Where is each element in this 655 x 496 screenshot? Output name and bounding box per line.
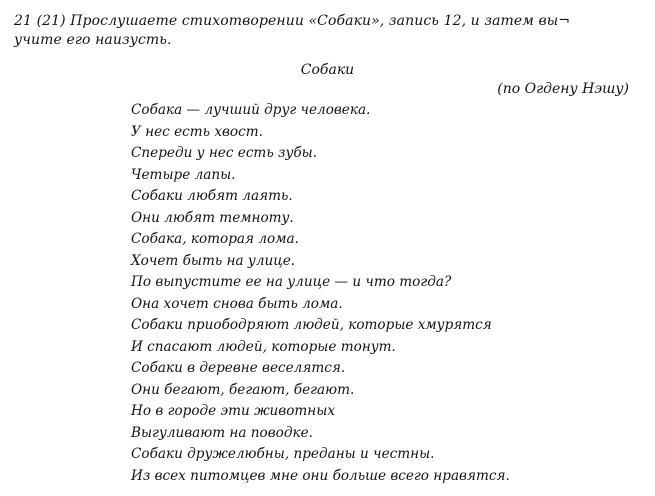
task-instruction-line-1: 21 (21) Прослушаете стихотворении «Собаки», запись 12, и затем вы¬ (14, 13, 571, 29)
poem-line: Собака, которая лома. (131, 231, 299, 247)
poem-line: Собаки дружелюбны, преданы и честны. (131, 446, 435, 462)
poem-body (131, 100, 510, 487)
poem-line: Хочет быть на улице. (131, 252, 296, 269)
poem-line: Собаки любят лаять. (131, 188, 293, 204)
task-instruction-line-2: учите его наизусть. (14, 32, 172, 48)
poem-title: Собаки (300, 62, 355, 78)
poem-line: По выпустите ее на улице — и что тогда? (131, 274, 452, 290)
poem-line: Выгуливают на поводке. (131, 424, 313, 441)
poem-line: Но в городе эти животных (131, 403, 335, 419)
poem-line: Собака — лучший друг человека. (131, 102, 371, 118)
poem-line: У нес есть хвост. (131, 123, 263, 140)
poem-line: Четыре лапы. (131, 166, 236, 183)
poem-line: Спереди у нес есть зубы. (131, 145, 318, 161)
poem-line: Они бегают, бегают, бегают. (131, 381, 355, 398)
task-instruction (14, 12, 634, 50)
poem-line: Собаки в деревне веселятся. (131, 360, 346, 376)
poem-line: Собаки приободряют людей, которые хмурятся (131, 317, 492, 333)
poem-line: Они любят темноту. (131, 209, 294, 226)
poem-line: Из всех питомцев мне они больше всего нравятся. (131, 467, 510, 484)
poem-line: Она хочет снова быть лома. (131, 295, 343, 312)
poem-attribution: (по Огдену Нэшу) (497, 81, 629, 97)
poem-line: И спасают людей, которые тонут. (131, 338, 396, 355)
